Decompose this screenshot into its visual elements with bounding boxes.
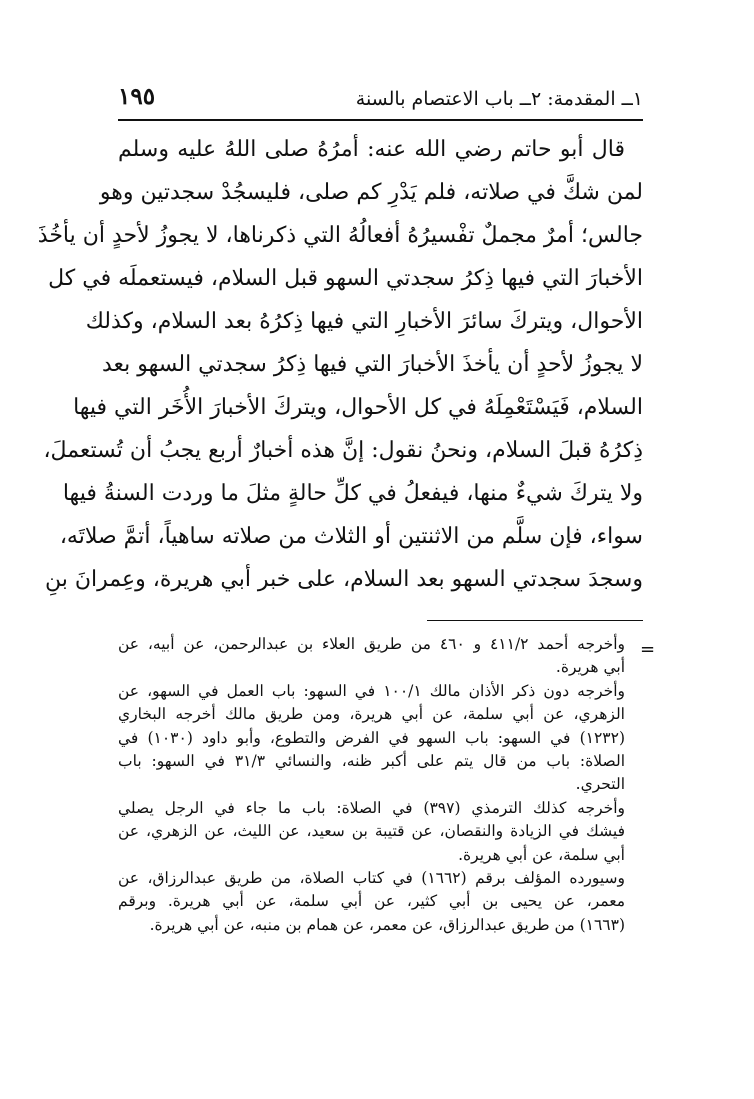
chapter-title: ١ــ المقدمة: ٢ــ باب الاعتصام بالسنة xyxy=(355,88,643,110)
footnote-line: (١٦٦٣) من طريق عبدالرزاق، عن معمر، عن همام بن منبه، عن أبي هريرة. xyxy=(149,915,625,934)
body-line: سواء، فإن سلَّم من الاثنتين أو الثلاث من صلاته ساهياً، أتمَّ صلاتَه، xyxy=(59,524,643,549)
footnote-divider xyxy=(427,620,643,621)
footnote-line: فيشك في الزيادة والنقصان، عن قتيبة بن سعيد، عن الليث، عن الزهري، عن xyxy=(118,822,625,841)
footnote-line: معمر، عن يحيى بن أبي كثير، عن أبي سلمة، عن أبي هريرة. وبرقم xyxy=(118,892,625,911)
footnote-line: وأخرجه كذلك الترمذي (٣٩٧) في الصلاة: باب ما جاء في الرجل يصلي xyxy=(118,798,625,817)
footnote-line: الصلاة: باب من قال يتم على أكبر ظنه، والنسائي ٣١/٣ في السهو: باب xyxy=(118,751,625,770)
body-line: الأحوال، ويتركَ سائرَ الأخبارِ التي فيها ذِكرُهُ بعد السلام، وكذلك xyxy=(85,309,643,334)
footnote-line: الزهري، عن أبي سلمة، عن أبي هريرة، ومن طريق مالك أخرجه البخاري xyxy=(118,705,625,724)
running-header xyxy=(118,84,643,118)
main-body-text xyxy=(37,128,643,601)
footnote-paragraph xyxy=(118,633,643,680)
footnote-line: أبي هريرة. xyxy=(555,658,625,677)
body-line: ولا يتركَ شيءٌ منها، فيفعلُ في كلِّ حالةٍ مثلَ ما وردت السنةُ فيها xyxy=(62,481,643,506)
body-line: لا يجوزُ لأحدٍ أن يأخذَ الأخبارَ التي فيها ذِكرُ سجدتي السهو بعد xyxy=(101,352,643,377)
footnote-line: التحري. xyxy=(575,775,625,794)
body-line: قال أبو حاتم رضي الله عنه: أمرُهُ صلى اللهُ عليه وسلم xyxy=(118,137,625,162)
footnote-line: وسيورده المؤلف برقم (١٦٦٢) في كتاب الصلاة، من طريق عبدالرزاق، عن xyxy=(118,868,625,887)
footnote-paragraph xyxy=(118,867,643,937)
footnote-paragraph xyxy=(118,797,643,867)
body-line: وسجدَ سجدتي السهو بعد السلام، على خبر أبي هريرة، وعِمرانَ بنِ xyxy=(45,567,643,592)
header-divider xyxy=(118,119,643,121)
body-line: السلام، فَيَسْتَعْمِلَهُ في كل الأحوال، ويتركَ الأخبارَ الأُخَر التي فيها xyxy=(73,395,643,420)
footnotes xyxy=(118,633,643,937)
body-line: الأخبارَ التي فيها ذِكرُ سجدتي السهو قبل السلام، فيستعملَه في كل xyxy=(48,266,643,291)
footnote-line: وأخرجه دون ذكر الأذان مالك ١٠٠/١ في السهو: باب العمل في السهو، عن xyxy=(118,681,625,700)
footnote-line: وأخرجه أحمد ٤١١/٢ و ٤٦٠ من طريق العلاء بن عبدالرحمن، عن أبيه، عن xyxy=(118,635,626,653)
footnote-paragraph xyxy=(118,680,643,797)
body-line: لمن شكَّ في صلاته، فلم يَدْرِ كم صلى، فليسجُدْ سجدتين وهو xyxy=(99,180,643,205)
body-line: جالس؛ أمرٌ مجملٌ تفْسيرُهُ أفعالُهُ التي ذكرناها، لا يجوزُ لأحدٍ أن يأخُذَ xyxy=(37,223,643,248)
footnote-line: أبي سلمة، عن أبي هريرة. xyxy=(458,845,625,864)
page-number: ١٩٥ xyxy=(118,83,156,110)
footnote-line: (١٢٣٢) في السهو: باب السهو في الفرض والتطوع، وأبو داود (١٠٣٠) في xyxy=(118,728,625,747)
body-line: ذِكرُهُ قبلَ السلام، ونحنُ نقول: إنَّ هذه أخبارٌ أربع يجبُ أن تُستعملَ، xyxy=(43,438,643,463)
footnote-continuation-mark: = xyxy=(640,639,656,660)
